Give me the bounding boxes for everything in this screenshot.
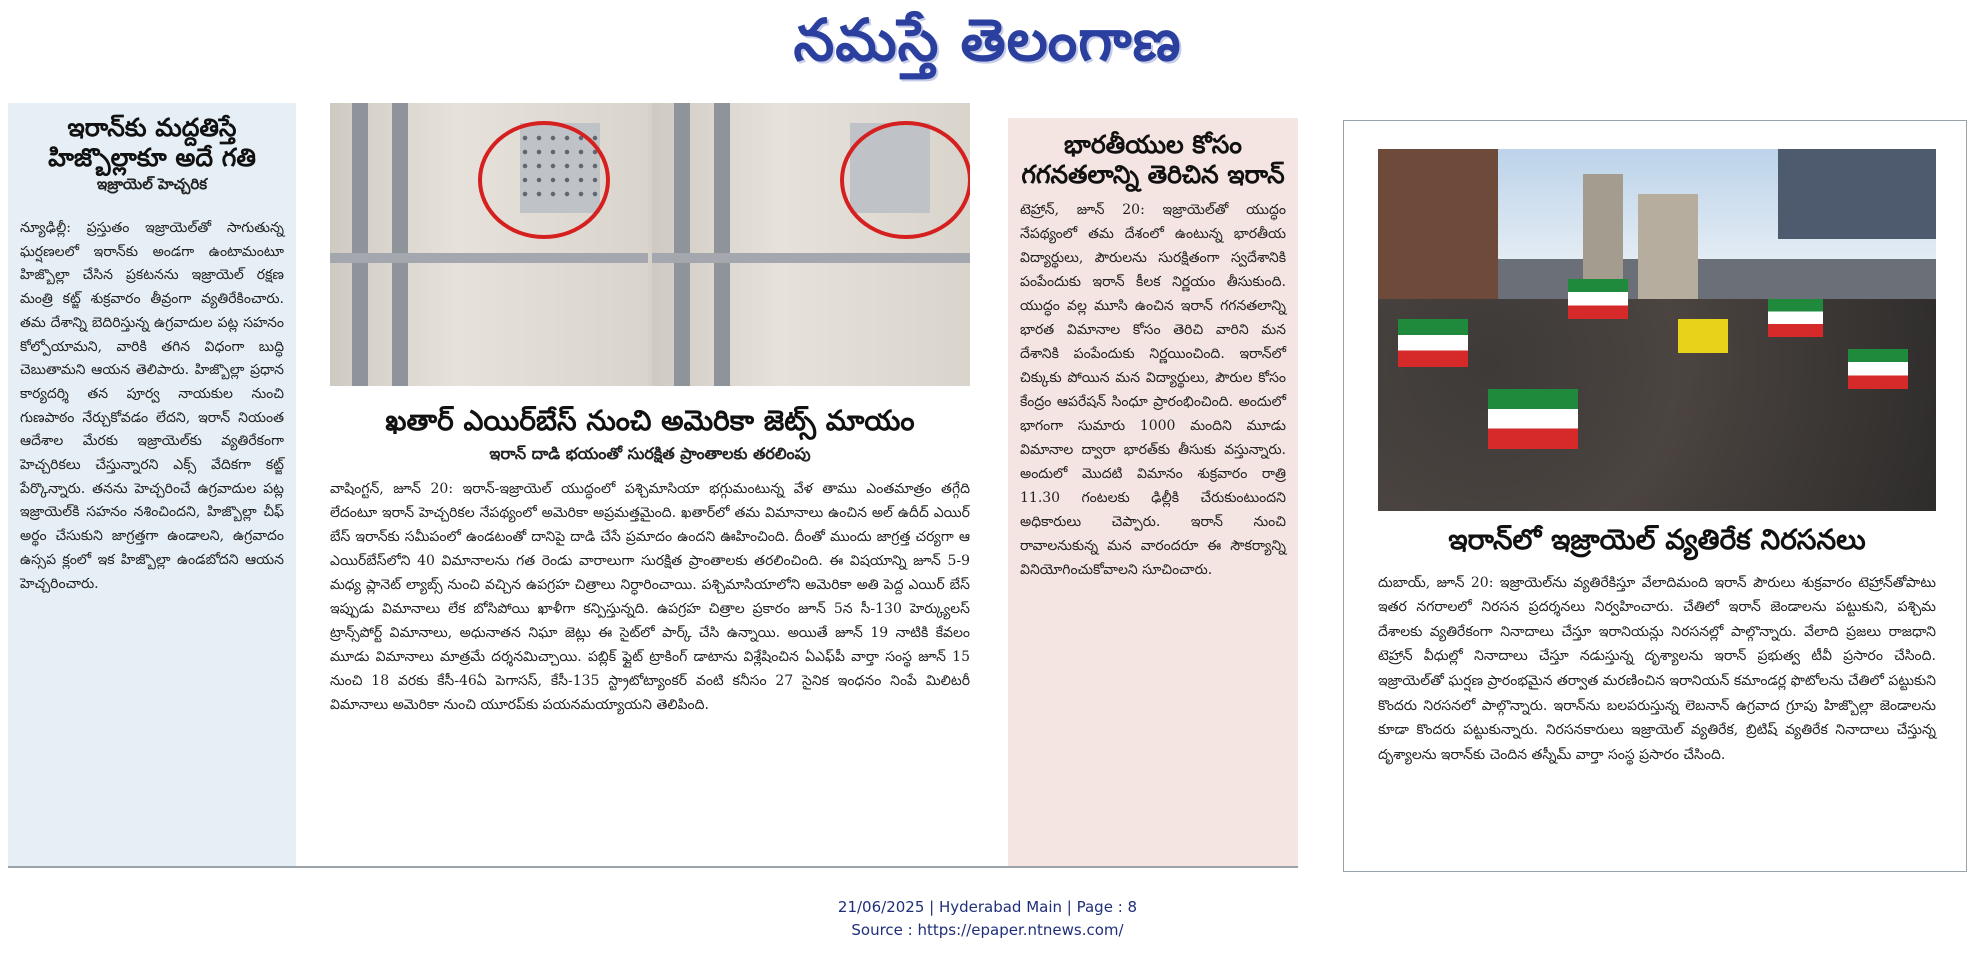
article-indians-body: టెహ్రాన్, జూన్ 20: ఇజ్రాయెల్‌తో యుద్ధం నేపథ్యంలో తమ దేశంలో ఉంటున్న భారతీయ విద్యార్థులు, పౌరులను సురక్షితంగా స్వదేశానికి పంపేందుకు ఇరాన్ కీలక నిర్ణయం తీసుకుంది. యుద్ధం వల్ల మూసి ఉంచిన ఇరాన్ గగనతలాన్ని భారత విమానాల కోసం తెరిచి వారిని మన దేశానికి పంపేందుకు నిర్ణయించింది. ఇరాన్‌లో చిక్కుకు పోయిన మన విద్యార్థులు, పౌరుల కోసం కేంద్రం ఆపరేషన్ సింధూ ప్రారంభించింది. అందులో భాగంగా సుమారు 1000 మందిని మూడు విమానాల ద్వారా భారత్‌కు తీసుకు వస్తున్నారు. అందులో మొదటి విమానం శుక్రవారం రాత్రి 11.30 గంటలకు ఢిల్లీకి చేరుకుంటుందని అధికారులు చెప్పారు. ఇరాన్ నుంచి రావాలనుకున్న మన వారందరూ ఈ సౌకర్యాన్ని వినియోగించుకోవాలని సూచించారు.	[1020, 202, 1286, 578]
building	[1638, 194, 1698, 304]
runway	[392, 103, 408, 386]
article-center-headline: ఖతార్ ఎయిర్‌బేస్ నుంచి అమెరికా జెట్స్ మాయం	[385, 404, 915, 437]
flag	[1398, 319, 1468, 367]
satellite-photo	[330, 103, 970, 386]
article-protest-body: దుబాయ్, జూన్ 20: ఇజ్రాయెల్‌ను వ్యతిరేకిస్తూ వేలాదిమంది ఇరాన్ పౌరులు శుక్రవారం టెహ్రాన్‌తోపాటు ఇతర నగరాలలో నిరసన ప్రదర్శనలు నిర్వహించారు. చేతిలో ఇరాన్ జెండాలను పట్టుకుని, పశ్చిమ దేశాలకు వ్యతిరేకంగా నినాదాలు చేస్తూ ఇరానియన్లు నిరసనల్లో పాల్గొన్నారు. వేలాది ప్రజలు రాజధాని టెహ్రాన్ వీధుల్లో నినాదాలు చేస్తూ నడుస్తున్న దృశ్యాలను ఇరాన్ ప్రభుత్వ టీవీ ప్రసారం చేసింది. ఇజ్రాయెల్‌తో ఘర్షణ ప్రారంభమైన తర్వాత మరణించిన ఇరానియన్ కమాండర్ల ఫొటోలను చేతిలో పట్టుకుని కొందరు నిరసనలో పాల్గొన్నారు. ఇరాన్‌ను బలపరుస్తున్న లెబనాన్ ఉగ్రవాద గ్రూపు హిజ్బొల్లా జెండాలను కూడా కొందరు పట్టుకున్నారు. నిరసనకారులు ఇజ్రాయెల్ వ్యతిరేక, బ్రిటిష్ వ్యతిరేక నినాదాలు చేస్తున్న దృశ్యాలను ఇరాన్‌కు చెందిన తస్నీమ్ వార్తా సంస్థ ప్రసారం చేసింది.	[1378, 574, 1936, 763]
article-indians	[1008, 118, 1298, 868]
flag	[1848, 349, 1908, 389]
source-line: Source : https://epaper.ntnews.com/	[851, 921, 1124, 939]
article-left-headline: ఇరాన్‌కు మద్దతిస్తే హిజ్బొల్లాకూ అదే గతి	[48, 113, 256, 172]
runway	[352, 103, 368, 386]
article-left-body: న్యూఢిల్లీ: ప్రస్తుతం ఇజ్రాయెల్‌తో సాగుతున్న ఘర్షణలలో ఇరాన్‌కు అండగా ఉంటామంటూ హిజ్బొల్లా చేసిన ప్రకటనను ఇజ్రాయెల్ రక్షణ మంత్రి కట్జ్ శుక్రవారం తీవ్రంగా వ్యతిరేకించారు. తమ దేశాన్ని బెదిరిస్తున్న ఉగ్రవాదుల పట్ల సహనం కోల్పోయామని, వారికి తగిన విధంగా బుద్ధి చెబుతామని ఆయన తెలిపారు. హిజ్బొల్లా ప్రధాన కార్యదర్శి తన పూర్వ నాయకుల నుంచి గుణపాఠం నేర్చుకోవడం లేదని, ఇరాన్ నియంత ఆదేశాల మేరకు ఇజ్రాయెల్‌కు వ్యతిరేకంగా హెచ్చరికలు చేస్తున్నారని ఎక్స్ వేదికగా కట్జ్ పేర్కొన్నారు. తనను హెచ్చరించే ఉగ్రవాదుల పట్ల ఇజ్రాయెల్‌కి సహనం నశించిందని, హిజ్బొల్లా చీఫ్ అర్థం చేసుకుని జాగ్రత్తగా ఉండాలని, ఉగ్రవాదం ఉస్సప క్లంలో ఇక హిజ్బొల్లా ఉండబోదని ఆయన హెచ్చరించారు.	[20, 220, 284, 592]
article-left	[8, 103, 296, 868]
billboard	[1778, 149, 1936, 239]
protest-photo	[1378, 149, 1936, 511]
article-left-subhead: ఇజ్రాయెల్ హెచ్చరిక	[96, 175, 208, 193]
flag	[1678, 319, 1728, 353]
article-center-body: వాషింగ్టన్, జూన్ 20: ఇరాన్-ఇజ్రాయెల్ యుద్ధంలో పశ్చిమాసియా భగ్గుమంటున్న వేళ తాము ఎంతమాత్రం తగ్గేది లేదంటూ ఇరాన్ హెచ్చరికల నేపథ్యంలో అమెరికా అప్రమత్తమైంది. ఖతార్‌లో తమ విమానాలు ఉంచిన అల్ ఉదీద్ ఎయిర్ బేస్ ఇరాన్‌కు సమీపంలో ఉండటంతో దానిపై దాడి చేసే ప్రమాదం ఉందని ఊహించింది. దీంతో ముందు జాగ్రత్త చర్యగా ఆ ఎయిర్‌బేస్‌లోని 40 విమానాలను గత రెండు వారాలుగా సురక్షిత ప్రాంతాలకు తరలించింది. ఈ విషయాన్ని జూన్ 5-9 మధ్య ప్లానెట్ ల్యాబ్స్ నుంచి వచ్చిన ఉపగ్రహ చిత్రాలు నిర్ధారించాయి. పశ్చిమాసియాలోని అమెరికా అతి పెద్ద ఎయిర్ బేస్ ఇప్పుడు విమానాలు లేక బోసిపోయి ఖాళీగా కన్పిస్తున్నది. ఉపగ్రహ చిత్రాల ప్రకారం జూన్ 5న సీ-130 హెర్క్యులస్ ట్రాన్స్‌పోర్ట్ విమానాలు, అధునాతన నిఘా జెట్లు ఈ సైట్‌లో పార్క్ చేసి ఉన్నాయి. అయితే జూన్ 19 నాటికి కేవలం మూడు విమానాలు మాత్రమే దర్శనమిచ్చాయి. పబ్లిక్ ఫ్లైట్ ట్రాకింగ్ డాటాను విశ్లేషించిన ఏఎఫ్‌పీ వార్తా సంస్థ జూన్ 15 నుంచి 18 వరకు కేసీ-46ఏ పెగాసస్, కేసీ-135 స్ట్రాటోట్యాంకర్ వంటి కనీసం 27 సైనిక ఇంధనం నింపే మిలిటరీ విమానాలు అమెరికా నుంచి యూరప్‌కు పయనమయ్యాయని తెలిపింది.	[330, 480, 970, 713]
article-center	[330, 103, 970, 868]
masthead-title: నమస్తే తెలంగాణ	[793, 6, 1182, 74]
article-indians-headline: భారతీయుల కోసం గగనతలాన్ని తెరిచిన ఇరాన్	[1021, 130, 1285, 189]
flag	[1488, 389, 1578, 449]
page-footer	[0, 896, 1975, 942]
runway	[674, 103, 690, 386]
flag	[1568, 279, 1628, 319]
article-protest	[1343, 120, 1967, 872]
bottom-rule	[8, 866, 1298, 868]
edition-line: 21/06/2025 | Hyderabad Main | Page : 8	[837, 898, 1138, 916]
article-center-subhead: ఇరాన్ దాడి భయంతో సురక్షిత ప్రాంతాలకు తరలింపు	[489, 443, 811, 463]
masthead	[0, 0, 1975, 80]
taxiway	[330, 253, 648, 263]
highlight-circle	[840, 121, 970, 239]
highlight-circle	[478, 121, 610, 239]
flag	[1768, 299, 1823, 337]
building	[1378, 149, 1498, 309]
runway	[714, 103, 730, 386]
article-protest-headline: ఇరాన్‌లో ఇజ్రాయెల్ వ్యతిరేక నిరసనలు	[1448, 523, 1866, 556]
taxiway	[652, 253, 970, 263]
